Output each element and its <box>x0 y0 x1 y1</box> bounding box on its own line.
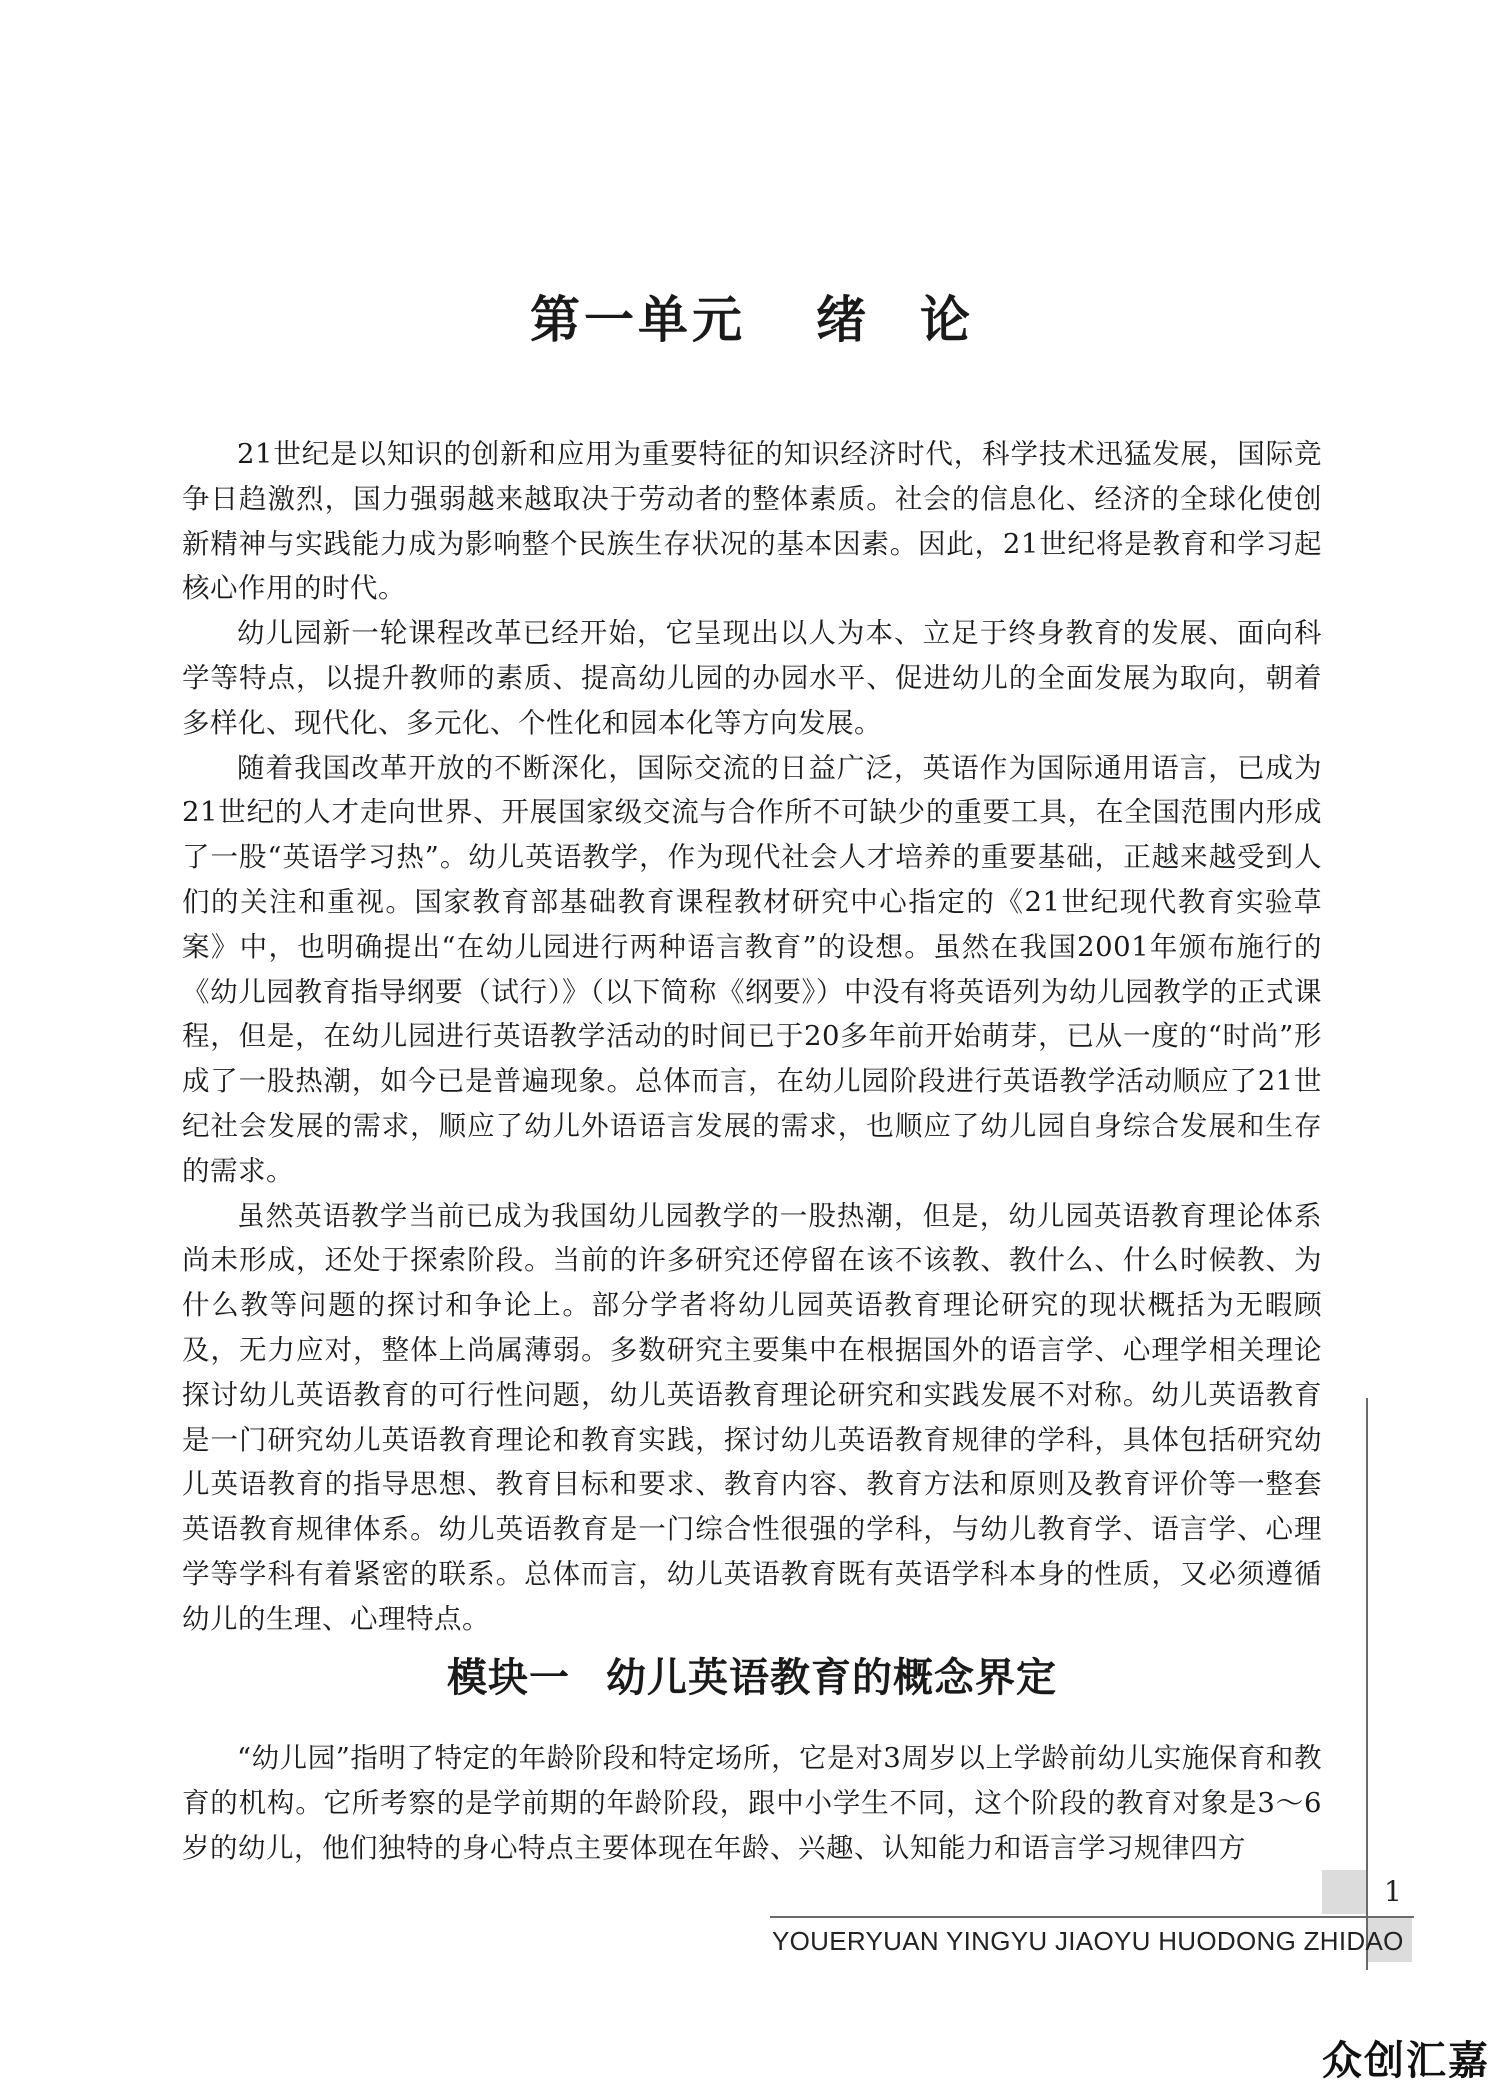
module-section <box>182 1736 1322 1870</box>
footer-vertical-rule <box>1366 1398 1368 1970</box>
unit-title-label: 第一单元 <box>530 291 746 349</box>
unit-title-word-2: 论 <box>920 291 974 349</box>
watermark-logo: 众创汇嘉 <box>1322 2038 1490 2084</box>
footer-gray-block-top <box>1322 1870 1366 1914</box>
unit-title-word-1: 绪 <box>816 291 870 349</box>
running-footer-title: YOUERYUAN YINGYU JIAOYU HUODONG ZHIDAO <box>772 1926 1404 1956</box>
paragraph: “幼儿园”指明了特定的年龄阶段和特定场所，它是对3周岁以上学龄前幼儿实施保育和教育的机构。它所考察的是学前期的年龄阶段，跟中小学生不同，这个阶段的教育对象是3～6岁的幼儿，他们独特的身心特点主要体现在年龄、兴趣、认知能力和语言学习规律四方 <box>182 1742 1322 1864</box>
paragraph: 21世纪是以知识的创新和应用为重要特征的知识经济时代，科学技术迅猛发展，国际竞争日趋激烈，国力强弱越来越取决于劳动者的整体素质。社会的信息化、经济的全球化使创新精神与实践能力成为影响整个民族生存状况的基本因素。因此，21世纪将是教育和学习起核心作用的时代。 <box>182 438 1322 605</box>
paragraph: 幼儿园新一轮课程改革已经开始，它呈现出以人为本、立足于终身教育的发展、面向科学等特点，以提升教师的素质、提高幼儿园的办园水平、促进幼儿的全面发展为取向，朝着多样化、现代化、多元化、个性化和园本化等方向发展。 <box>182 617 1322 739</box>
module-title-text: 幼儿英语教育的概念界定 <box>606 1655 1057 1701</box>
unit-title <box>0 285 1504 355</box>
page-number: 1 <box>1384 1875 1402 1908</box>
intro-section <box>182 432 1322 1642</box>
module-title-label: 模块一 <box>447 1655 570 1701</box>
paragraph: 随着我国改革开放的不断深化，国际交流的日益广泛，英语作为国际通用语言，已成为21世纪的人才走向世界、开展国家级交流与合作所不可缺少的重要工具，在全国范围内形成了一股“英语学习热”。幼儿英语教学，作为现代社会人才培养的重要基础，正越来越受到人们的关注和重视。国家教育部基础教育课程教材研究中心指定的《21世纪现代教育实验草案》中，也明确提出“在幼儿园进行两种语言教育”的设想。虽然在我国2001年颁布施行的《幼儿园教育指导纲要（试行）》（以下简称《纲要》）中没有将英语列为幼儿园教学的正式课程，但是，在幼儿园进行英语教学活动的时间已于20多年前开始萌芽，已从一度的“时尚”形成了一股热潮，如今已是普遍现象。总体而言，在幼儿园阶段进行英语教学活动顺应了21世纪社会发展的需求，顺应了幼儿外语语言发展的需求，也顺应了幼儿园自身综合发展和生存的需求。 <box>182 751 1322 1187</box>
footer-horizontal-rule <box>770 1916 1414 1918</box>
paragraph: 虽然英语教学当前已成为我国幼儿园教学的一股热潮，但是，幼儿园英语教育理论体系尚未形成，还处于探索阶段。当前的许多研究还停留在该不该教、教什么、什么时候教、为什么教等问题的探讨和争论上。部分学者将幼儿园英语教育理论研究的现状概括为无暇顾及，无力应对，整体上尚属薄弱。多数研究主要集中在根据国外的语言学、心理学相关理论探讨幼儿英语教育的可行性问题，幼儿英语教育理论研究和实践发展不对称。幼儿英语教育是一门研究幼儿英语教育理论和教育实践，探讨幼儿英语教育规律的学科，具体包括研究幼儿英语教育的指导思想、教育目标和要求、教育内容、教育方法和原则及教育评价等一整套英语教育规律体系。幼儿英语教育是一门综合性很强的学科，与幼儿教育学、语言学、心理学等学科有着紧密的联系。总体而言，幼儿英语教育既有英语学科本身的性质，又必须遵循幼儿的生理、心理特点。 <box>182 1199 1322 1635</box>
module-title <box>0 1648 1504 1708</box>
